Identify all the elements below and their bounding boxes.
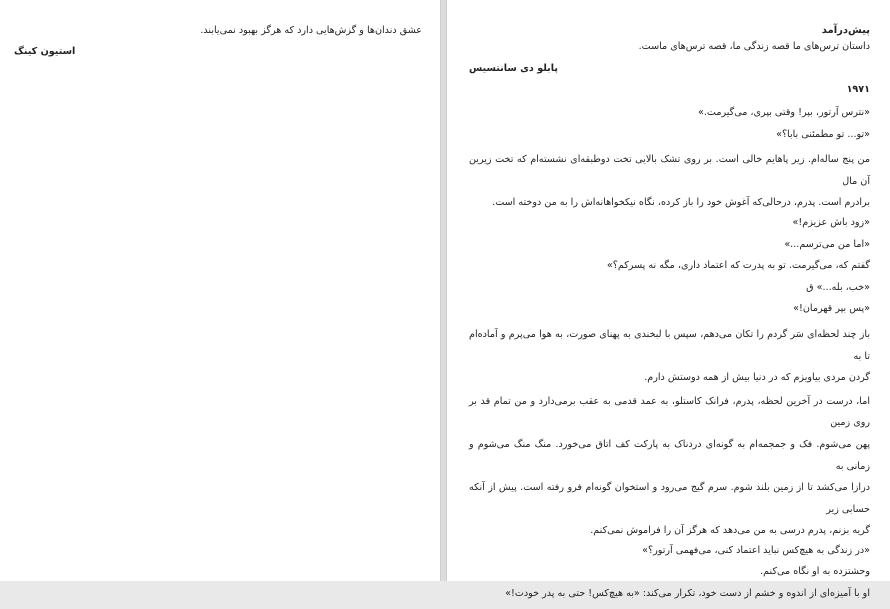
paragraph-3 [469,391,870,542]
left-page-body [14,24,422,69]
section-year: ۱۹۷۱ [846,84,870,95]
paragraph-2-line-1: باز چند لحظه‌ای سَر گردم را تکان می‌دهم، سپس با لبخندی به پهنای صورت، به هوا می‌پرم و آماده‌ام تا به [469,328,870,362]
dialogue-line-8: «در زندگی به هیچ‌کس نباید اعتماد کنی، می‌فهمی آرتور؟» [642,544,870,556]
epigraph-signature: استیون کینگ [14,46,76,57]
dialogue-line-10: او با آمیزه‌ای از اندوه و خشم از دست خود، تکرار می‌کند: «به هیچ‌کس! حتی به پدر خودت!» [505,588,870,600]
epigraph-author: پابلو دی سانتسیس [469,63,558,74]
paragraph-1 [469,149,870,214]
paragraph-1-line-2: برادرم است. پدرم، درحالی‌که آغوش خود را باز کرده، نگاه نیکخواهانه‌اش را به من دوخته است. [492,197,870,209]
paragraph-2 [469,324,870,389]
paragraph-3-line-4: گریه بزنم، پدرم درسی به من می‌دهد که هرگز آن را فراموش نمی‌کنم. [590,525,870,537]
paragraph-3-line-2: پهن می‌شوم. فک و جمجمه‌ام به گونه‌ای دردناک به پارکت کف اتاق می‌خورد. منگ منگ می‌شوم و زمانی به [469,438,870,472]
right-page-body [469,24,870,609]
dialogue-line-3: «زود باش عزیزم!» [792,216,870,228]
right-page [446,0,890,600]
chapter-title: پیش‌درآمد [821,25,870,36]
dialogue-line-9: وحشتزده به او نگاه می‌کنم. [760,566,870,578]
dialogue-line-6: «خب، بله...» ق [806,281,870,293]
dialogue-line-7: «پس بپر قهرمان!» [793,303,870,315]
chapter-epigraph: داستان ترس‌های ما قصه زندگی ما، قصه ترس‌های ماست. [638,41,870,52]
dialogue-line-2: «تو... تو مطمئنی بابا؟» [776,128,870,140]
paragraph-2-line-2: گردن مردی بیاویزم که در دنیا بیش از همه دوستش دارم. [644,372,870,384]
paragraph-3-line-3: درازا می‌کشد تا از زمین بلند شوم. سرم گیج می‌رود و استخوان گونه‌ام فرو رفته است. پیش از آنکه حسابی زیر [469,482,870,515]
epigraph-text: عشق دندان‌ها و گزش‌هایی دارد که هرگز بهبود نمی‌یابند. [200,25,422,36]
paragraph-3-line-1: اما، درست در آخرین لحظه، پدرم، فرانک کاستلو، به عمد قدمی به عقب برمی‌دارد و من تمام قد بر روی زمین [469,395,870,429]
paragraph-1-line-1: من پنج ساله‌ام. زیر پاهایم خالی است. بر روی تشک بالایی تخت دوطبقه‌ای نشسته‌ام که تخت زیرین آن مال [469,154,870,187]
left-page [0,0,441,581]
dialogue-line-4: «اما من می‌ترسم...» [784,238,870,250]
dialogue-line-5: گفتم که، می‌گیرمت. تو به پدرت که اعتماد داری، مگه نه پسرکم؟» [606,260,870,272]
dialogue-line-1: «نترس آرتور، بپر! وقتی بپری‌، می‌گیرمت.» [698,107,870,118]
